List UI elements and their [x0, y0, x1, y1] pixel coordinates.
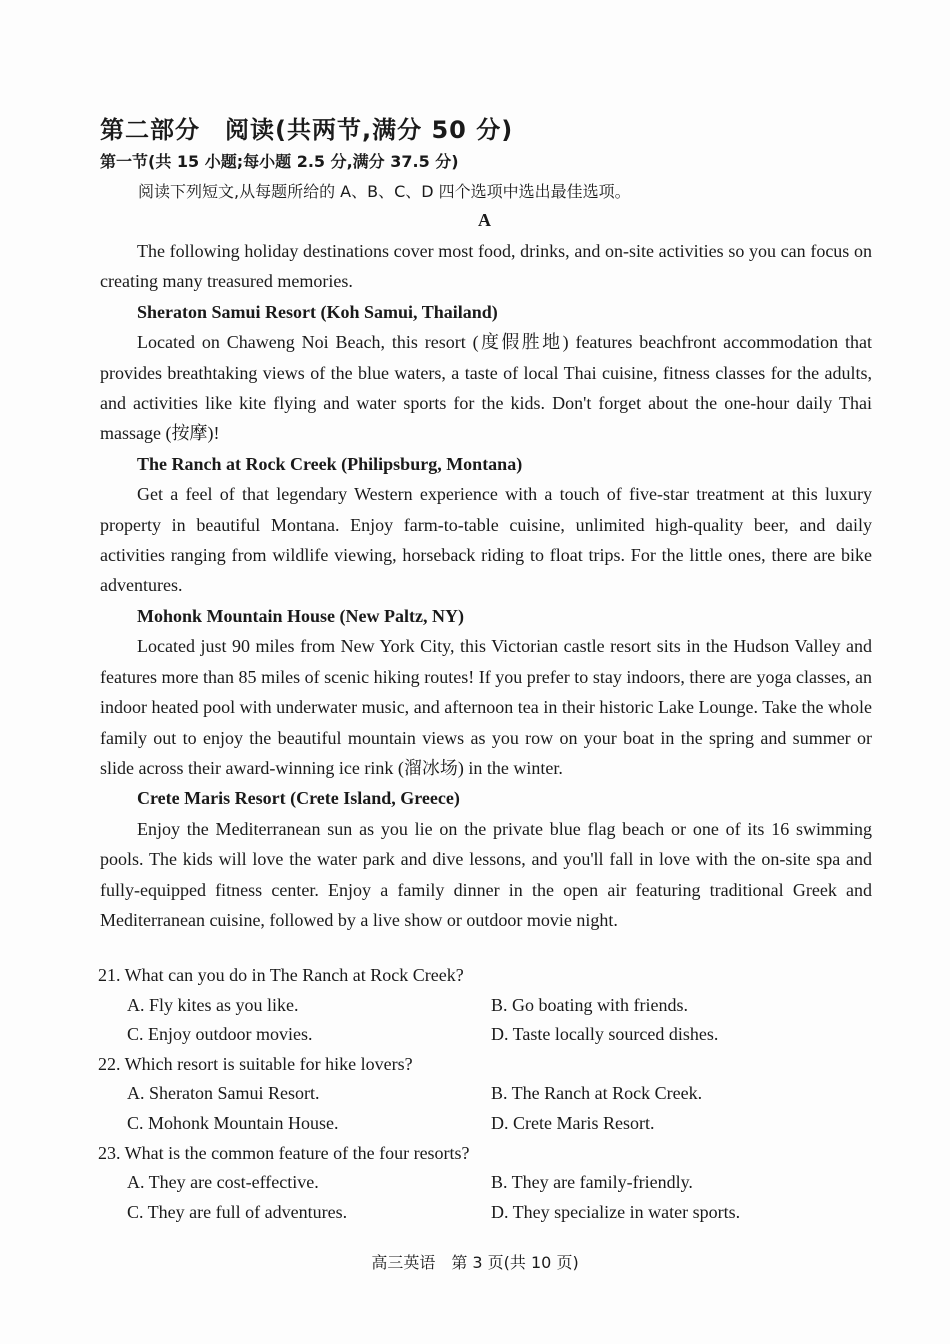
- option-c: C. Mohonk Mountain House.: [127, 1112, 339, 1133]
- question-options: [98, 991, 878, 1050]
- passage-paragraph: Located on Chaweng Noi Beach, this resort (度假胜地) features beachfront accommodation that provides breathtaking views of the blue waters, a taste of local Thai cuisine, fitness classes for the adults, and activities like kite flying and water sports for the kids. Don't forget about the one-hour daily Thai massage (按摩)!: [100, 332, 872, 444]
- option-d: D. Crete Maris Resort.: [491, 1112, 655, 1133]
- option-d: D. Taste locally sourced dishes.: [491, 1024, 719, 1045]
- resort-title: Mohonk Mountain House (New Paltz, NY): [137, 605, 464, 626]
- option-c: C. Enjoy outdoor movies.: [127, 1024, 313, 1045]
- passage-paragraph: Enjoy the Mediterranean sun as you lie on the private blue flag beach or one of its 16 swimming pools. The kids will love the water park and dive lessons, and you'll fall in love with the on-site spa and fully-equipped fitness center. Enjoy a family dinner in the open air featuring traditional Greek and Mediterranean cuisine, followed by a live show or outdoor movie night.: [100, 818, 872, 930]
- question-options: [98, 1079, 878, 1138]
- option-d: D. They specialize in water sports.: [491, 1201, 741, 1222]
- passage-paragraph: Located just 90 miles from New York City, this Victorian castle resort sits in the Hudson Valley and features more than 85 miles of scenic hiking routes! If you prefer to stay indoors, there are yoga classes, an indoor heated pool with underwater music, and afternoon tea in their historic Lake Lounge. Take the whole family out to enjoy the beautiful mountain views as you row on your boat in the spring and summer or slide across their award-winning ice rink (溜冰场) in the winter.: [100, 636, 872, 778]
- question-options: [98, 1168, 878, 1227]
- option-b: B. The Ranch at Rock Creek.: [491, 1083, 703, 1104]
- section-title: 第一节(共 15 小题;每小题 2.5 分,满分 37.5 分): [100, 152, 459, 171]
- instruction: 阅读下列短文,从每题所给的 A、B、C、D 四个选项中选出最佳选项。: [138, 182, 631, 201]
- resort-title: Crete Maris Resort (Crete Island, Greece): [137, 788, 460, 809]
- resort-title: Sheraton Samui Resort (Koh Samui, Thailand): [137, 301, 498, 322]
- option-a: A. They are cost-effective.: [127, 1172, 319, 1193]
- questions: [98, 961, 878, 1227]
- option-b: B. Go boating with friends.: [491, 994, 688, 1015]
- passage-body: [100, 236, 872, 935]
- option-a: A. Fly kites as you like.: [127, 994, 299, 1015]
- option-c: C. They are full of adventures.: [127, 1201, 348, 1222]
- question-stem: 22. Which resort is suitable for hike lovers?: [98, 1053, 413, 1074]
- passage-paragraph: Get a feel of that legendary Western experience with a touch of five-star treatment at this luxury property in beautiful Montana. Enjoy farm-to-table cuisine, unlimited high-quality beer, and daily activities ranging from wildlife viewing, horseback riding to float trips. For the little ones, there are bike adventures.: [100, 484, 872, 596]
- passage-paragraph: The following holiday destinations cover most food, drinks, and on-site activities so you can focus on creating many treasured memories.: [100, 241, 872, 292]
- passage-label: A: [478, 210, 491, 230]
- question-stem: 21. What can you do in The Ranch at Rock Creek?: [98, 965, 464, 985]
- part-title: 第二部分 阅读(共两节,满分 50 分): [100, 116, 514, 144]
- question-stem: 23. What is the common feature of the four resorts?: [98, 1142, 470, 1163]
- option-b: B. They are family-friendly.: [491, 1172, 693, 1193]
- option-a: A. Sheraton Samui Resort.: [127, 1083, 320, 1104]
- resort-title: The Ranch at Rock Creek (Philipsburg, Montana): [137, 453, 523, 474]
- page-footer: 高三英语 第 3 页(共 10 页): [371, 1253, 579, 1272]
